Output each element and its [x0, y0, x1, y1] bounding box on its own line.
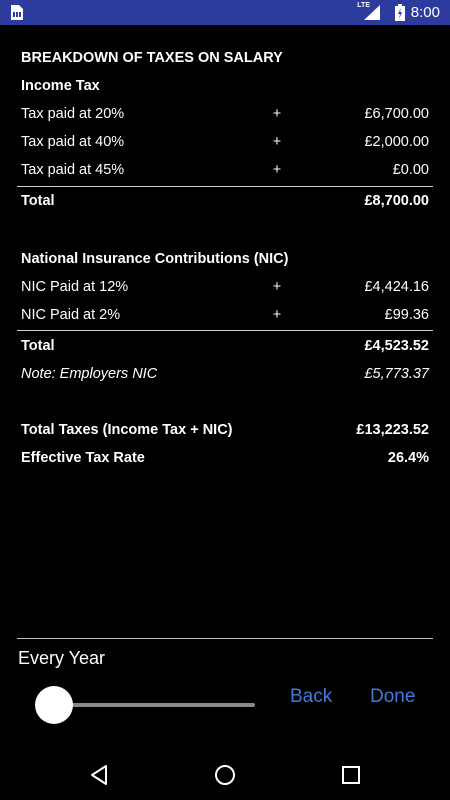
divider — [17, 330, 433, 331]
signal-icon — [364, 5, 380, 20]
effective-tax-rate: Effective Tax Rate 26.4% — [21, 450, 429, 466]
recents-square-icon[interactable] — [341, 764, 361, 786]
done-button[interactable]: Done — [370, 686, 416, 707]
nic-heading: National Insurance Contributions (NIC) — [21, 251, 289, 267]
row-amount: £2,000.00 — [364, 134, 429, 150]
income-tax-total: Total £8,700.00 — [21, 193, 429, 209]
breakdown-title: BREAKDOWN OF TAXES ON SALARY — [21, 50, 283, 66]
period-slider-track[interactable] — [54, 703, 255, 707]
row-amount: £6,700.00 — [364, 106, 429, 122]
back-triangle-icon[interactable] — [88, 764, 110, 786]
total-taxes: Total Taxes (Income Tax + NIC) £13,223.52 — [21, 422, 429, 438]
status-bar — [0, 0, 450, 25]
network-type: LTE — [357, 2, 370, 9]
nic-row — [21, 301, 429, 329]
row-amount: £0.00 — [392, 162, 429, 178]
employers-nic-note: Note: Employers NIC £5,773.37 — [21, 366, 429, 382]
income-tax-row — [21, 156, 429, 184]
nic-row — [21, 273, 429, 301]
navigation-bar — [0, 752, 450, 800]
battery-icon — [395, 4, 405, 21]
income-tax-row — [21, 128, 429, 156]
row-operator: + — [272, 134, 282, 150]
divider — [17, 638, 433, 639]
row-label: NIC Paid at 12% — [21, 279, 129, 295]
income-tax-row — [21, 100, 429, 128]
clock: 8:00 — [410, 4, 440, 21]
row-operator: + — [272, 279, 282, 295]
row-operator: + — [272, 162, 282, 178]
home-circle-icon[interactable] — [214, 764, 236, 786]
row-label: Tax paid at 20% — [21, 106, 125, 122]
back-button[interactable]: Back — [290, 686, 333, 707]
row-operator: + — [272, 307, 282, 323]
row-label: Tax paid at 45% — [21, 162, 125, 178]
row-amount: £4,424.16 — [364, 279, 429, 295]
row-label: NIC Paid at 2% — [21, 307, 121, 323]
row-operator: + — [272, 106, 282, 122]
row-label: Tax paid at 40% — [21, 134, 125, 150]
income-tax-heading: Income Tax — [21, 78, 100, 94]
row-amount: £99.36 — [384, 307, 429, 323]
sim-card-icon — [10, 5, 23, 20]
period-label: Every Year — [18, 648, 106, 668]
period-slider-thumb[interactable] — [35, 686, 73, 724]
nic-total: Total £4,523.52 — [21, 338, 429, 354]
